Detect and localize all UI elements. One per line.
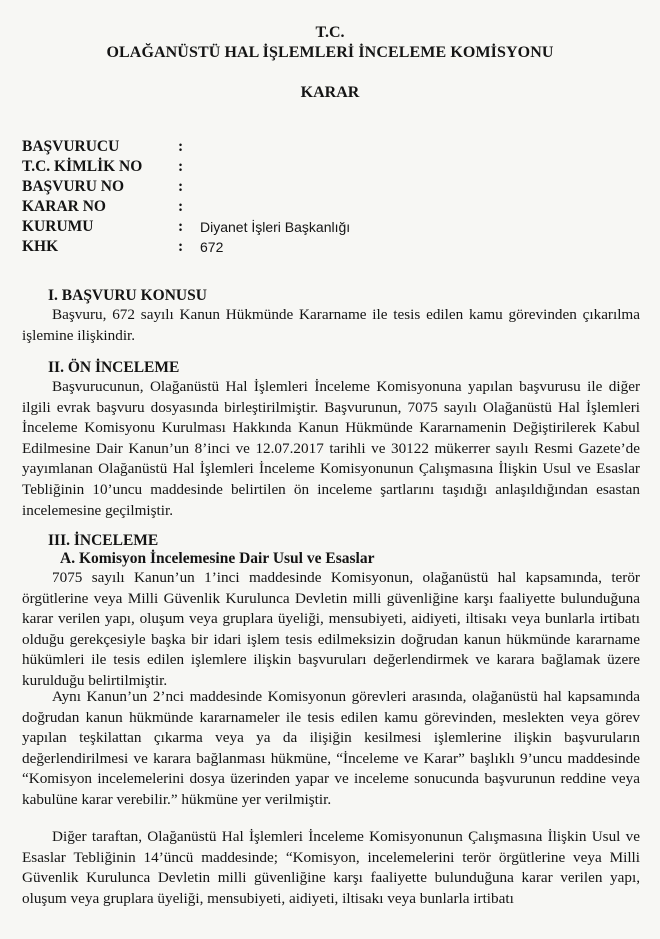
info-colon: : [178,158,184,175]
info-row-kurumu [22,218,622,238]
header-organization: OLAĞANÜSTÜ HAL İŞLEMLERİ İNCELEME KOMİSYONU [106,44,554,61]
info-label: BAŞVURU NO [22,178,125,195]
subsection-heading-usul-esaslar: A. Komisyon İncelemesine Dair Usul ve Esaslar [60,550,375,567]
info-label: T.C. KİMLİK NO [22,158,143,175]
info-row-basvuru-no [22,178,622,198]
section-heading-basvuru-konusu: I. BAŞVURU KONUSU [48,287,207,304]
section-text-basvuru-konusu: Başvuru, 672 sayılı Kanun Hükmünde Kararname ile tesis edilen kamu görevinden çıkarılma işlemine ilişkindir. [22,306,640,344]
section-heading-on-inceleme: II. ÖN İNCELEME [48,359,180,376]
info-colon: : [178,198,184,215]
info-colon: : [178,178,184,195]
info-row-karar-no [22,198,622,218]
info-row-basvurucu [22,138,622,158]
section-heading-inceleme: III. İNCELEME [48,532,159,549]
info-value: Diyanet İşleri Başkanlığı [200,219,351,235]
info-label: BAŞVURUCU [22,138,120,155]
paragraph-kanun-1: 7075 sayılı Kanun’un 1’inci maddesinde Komisyonun, olağanüstü hal kapsamında, terör örgütlerine veya Milli Güvenlik Kurulunca Devletin milli güvenliğine karşı faaliyette bulunduğuna karar verilen yapı, oluşum veya gruplara üyeliği, mensubiyeti, aidiyeti, iltisakı veya bunlarla irtibatı olduğu gerekçesiyle başka bir idari işlem tesis edilmeksizin doğrudan kanun hükmünde kararname hükümleri ile tesis edilen işlemlere ilişkin başvuruları değerlendirmek ve karara bağlamak üzere kurulduğu belirtilmiştir. [22,569,640,689]
section-text-on-inceleme: Başvurucunun, Olağanüstü Hal İşlemleri İnceleme Komisyonuna yapılan başvurusu ile diğer ilgili evrak başvuru dosyasında birleştirilmiştir. Başvurunun, 7075 sayılı Olağanüstü Hal İşlemleri İnceleme Komisyonu Kurulması Hakkında Kanun Hükmünde Kararnamenin Değiştirilerek Kabul Edilmesine Dair Kanun’un 8’inci ve 12.07.2017 tarihli ve 30122 mükerrer sayılı Resmi Gazete’de yayımlanan Olağanüstü Hal İşlemleri İnceleme Komisyonunun Çalışmasına İlişkin Usul ve Esaslar Tebliğinin 10’uncu maddesinde belirtilen ön inceleme şartlarını taşıdığı anlaşıldığından esastan incelemesine geçilmiştir. [22,378,640,519]
info-colon: : [178,138,184,155]
header-tc: T.C. [315,24,345,41]
info-label: KURUMU [22,218,94,235]
info-row-tc-kimlik-no [22,158,622,178]
info-row-khk [22,238,622,258]
paragraph-teblig-14: Diğer taraftan, Olağanüstü Hal İşlemleri İnceleme Komisyonunun Çalışmasına İlişkin Usul ve Esaslar Tebliğinin 14’üncü maddesinde; “Komisyon, incelemelerini terör örgütlerine veya Milli Güvenlik Kurulunca Devletin milli güvenliğine karşı faaliyette bulunduğuna karar verilen yapı, oluşum veya gruplara üyeliği, mensubiyeti, aidiyeti, iltisakı veya bunlarla irtibatı [22,828,640,907]
info-label: KARAR NO [22,198,106,215]
header-doc-type: KARAR [300,84,360,101]
paragraph-kanun-2: Aynı Kanun’un 2’nci maddesinde Komisyonun görevleri arasında, olağanüstü hal kapsamında doğrudan kanun hükmünde kararnameler ile tesis edilen kamu görevinden, meslekten veya görev yapılan teşkilattan çıkarma veya ya da ilişiğin kesilmesi işlemlerine ilişkin başvuruların değerlendirilmesi ve karara bağlanması hükmüne, “İnceleme ve Karar” başlıklı 9’uncu maddesinde “Komisyon incelemelerini dosya üzerinden yapar ve inceleme sonucunda başvurunun reddine veya kabulüne karar verebilir.” hükmüne yer verilmiştir. [22,688,640,808]
info-value: 672 [200,239,224,255]
info-colon: : [178,218,184,235]
info-colon: : [178,238,184,255]
info-label: KHK [22,238,59,255]
applicant-info-block [22,138,622,258]
